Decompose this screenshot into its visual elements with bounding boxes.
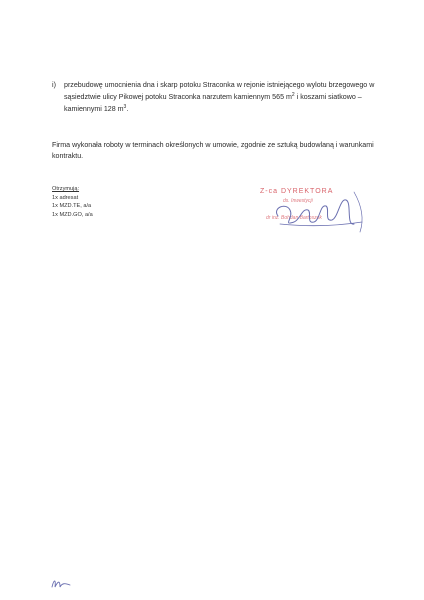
signature-stamp xyxy=(250,186,370,236)
distribution-heading: Otrzymują: xyxy=(52,186,80,192)
list-marker: i) xyxy=(52,81,56,89)
signature-icon xyxy=(250,186,370,236)
stamp-name: dr inż. Bohdan Bartoszek xyxy=(266,215,322,221)
stamp-title: Z-ca DYREKTORA xyxy=(260,188,334,195)
completion-statement: Firma wykonała roboty w terminach określonych w umowie, zgodnie ze sztuką budowlaną i warunkami kontraktu. xyxy=(52,141,374,160)
list-item-i xyxy=(52,79,382,115)
distribution-item: 1x MZD.TE, a/a xyxy=(52,203,92,209)
stamp-role: ds. Inwestycji xyxy=(283,198,313,204)
initials-mark-icon xyxy=(50,575,74,591)
list-item-text: przebudowę umocnienia dna i skarp potoku Straconka w rejonie istniejącego wylotu brzegowego w sąsiedztwie ulicy Pikowej potoku Straconka narzutem kamiennym 565 $m^2$ i koszami siatkowo – kamiennymi 128 $m^3$. xyxy=(64,81,375,113)
distribution-item: 1x adresat xyxy=(52,194,79,201)
distribution-item: 1x MZD.GO, a/a xyxy=(52,211,93,218)
distribution-list xyxy=(52,185,93,219)
